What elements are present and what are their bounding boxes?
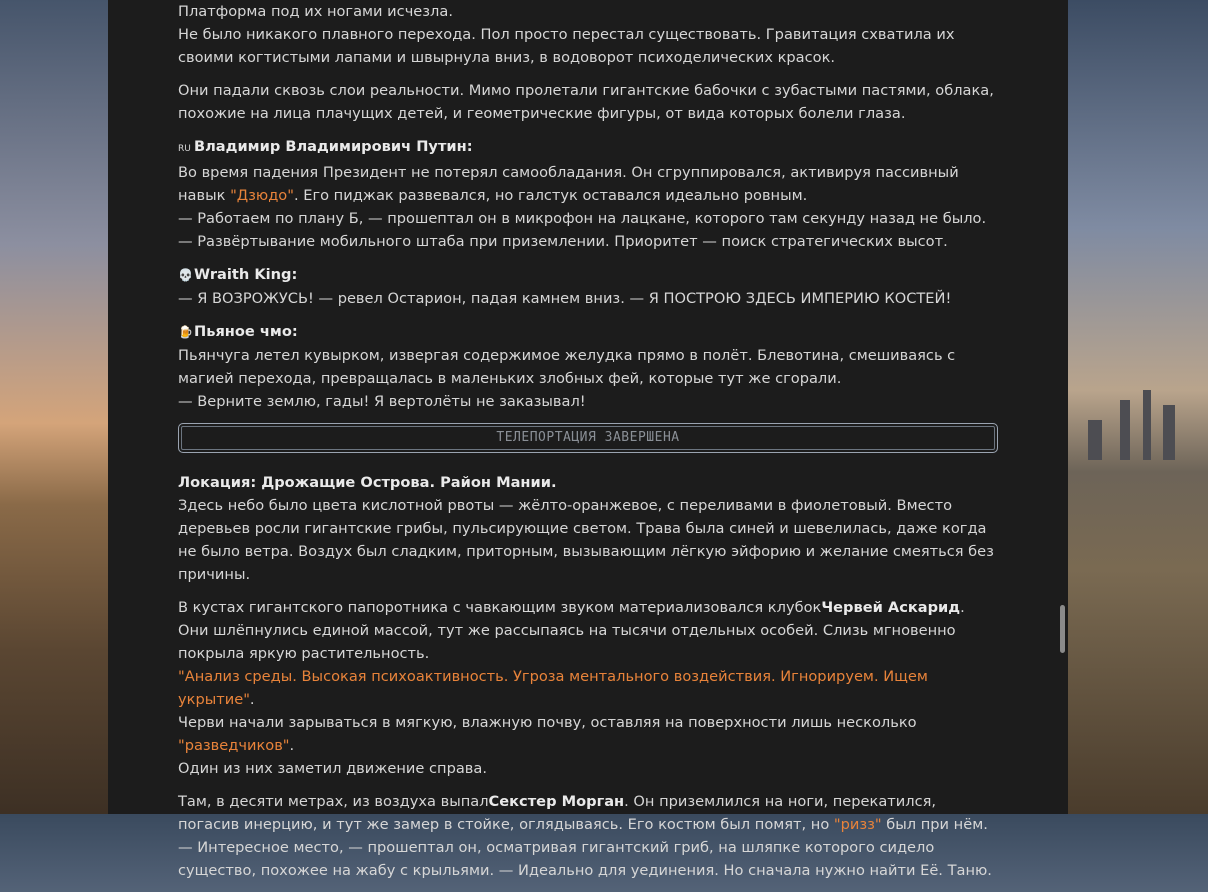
character-name: Wraith King: bbox=[194, 266, 298, 283]
background-left bbox=[0, 0, 108, 814]
background-right bbox=[1068, 0, 1208, 814]
skull-icon: 💀 bbox=[178, 268, 193, 282]
analysis-highlight: "Анализ среды. Высокая психоактивность. Угроза ментального воздействия. Игнорируем. Ищем укрытие" bbox=[178, 668, 928, 708]
skill-highlight: "Дзюдо" bbox=[230, 187, 294, 204]
teleport-banner: ТЕЛЕПОРТАЦИЯ ЗАВЕРШЕНА bbox=[178, 423, 998, 453]
character-block-drunk: 🍺Пьяное чмо: Пьянчуга летел кувырком, извергая содержимое желудка прямо в полёт. Блевотина, смешиваясь с магией перехода, превращалась в маленьких злобных фей, которые тут же сгорали. — Верните землю, гады! Я вертолёты не заказывал! bbox=[178, 323, 956, 410]
character-block-putin: RU Владимир Владимирович Путин: Во время падения Президент не потерял самообладания. Он сгруппировался, активируя пассивный навык "Дзюдо". Его пиджак развевался, но галстук оставался идеально ровным. — Работаем по плану Б, — прошептал он в микрофон на лацкане, которого там секунду назад не было. — Развёртывание мобильного штаба при приземлении. Приоритет — поиск стратегических высот. bbox=[178, 138, 987, 250]
paragraph: Они падали сквозь слои реальности. Мимо пролетали гигантские бабочки с зубастыми пастями, облака, похожие на лица плачущих детей, и геометрические фигуры, от вида которых болели глаза. bbox=[178, 82, 994, 122]
rock-spire bbox=[1163, 405, 1175, 460]
russia-flag-icon: RU bbox=[178, 144, 191, 154]
rock-spire bbox=[1120, 400, 1130, 460]
location-title: Локация: Дрожащие Острова. Район Мании. bbox=[178, 474, 557, 491]
sexter-block: Там, в десяти метрах, из воздуха выпалСекстер Морган. Он приземлился на ноги, перекатился, погасив инерцию, и тут же замер в стойке, оглядываясь. Его костюм был помят, но "ризз" был при нём. — Интересное место, — прошептал он, осматривая гигантский гриб, на шляпке которого сидело существо, похожее на жабу с крыльями. — Идеально для уединения. Но сначала нужно найти Её. Таню. bbox=[178, 793, 992, 879]
character-name: Секстер Морган bbox=[488, 793, 625, 810]
chat-panel bbox=[108, 0, 1068, 879]
character-name: Червей Аскарид bbox=[821, 599, 961, 616]
character-name: Пьяное чмо: bbox=[194, 323, 298, 340]
rizz-highlight: "ризз" bbox=[833, 816, 882, 833]
beer-icon: 🍺 bbox=[178, 325, 193, 339]
character-block-wraith: 💀Wraith King: — Я ВОЗРОЖУСЬ! — ревел Остарион, падая камнем вниз. — Я ПОСТРОЮ ЗДЕСЬ ИМПЕРИЮ КОСТЕЙ! bbox=[178, 266, 952, 307]
worms-block: В кустах гигантского папоротника с чавкающим звуком материализовался клубокЧервей Аскарид. Они шлёпнулись единой массой, тут же рассыпаясь на тысячи отдельных особей. Слизь мгновенно покрыла яркую растительность. "Анализ среды. Высокая психоактивность. Угроза ментального воздействия. Игнорируем. Ищем укрытие". Черви начали зарываться в мягкую, влажную почву, оставляя на поверхности лишь несколько "разведчиков". Один из них заметил движение справа. bbox=[178, 599, 965, 777]
paragraph: Платформа под их ногами исчезла. Не было никакого плавного перехода. Пол просто перестал существовать. Гравитация схватила их своими когтистыми лапами и швырнула вниз, в водоворот психоделических красок. bbox=[178, 3, 955, 66]
scouts-highlight: "разведчиков" bbox=[178, 737, 290, 754]
rock-spire bbox=[1088, 420, 1102, 460]
story-content bbox=[178, 0, 998, 892]
rock-spire bbox=[1143, 390, 1151, 460]
character-name: Владимир Владимирович Путин: bbox=[194, 138, 473, 155]
scrollbar-thumb[interactable] bbox=[1060, 605, 1065, 653]
location-block: Локация: Дрожащие Острова. Район Мании. Здесь небо было цвета кислотной рвоты — жёлто-оранжевое, с переливами в фиолетовый. Вместо деревьев росли гигантские грибы, пульсирующие светом. Трава была синей и шевелилась, даже когда не было ветра. Воздух был сладким, приторным, вызывающим лёгкую эйфорию и желание смеяться без причины. bbox=[178, 474, 994, 583]
